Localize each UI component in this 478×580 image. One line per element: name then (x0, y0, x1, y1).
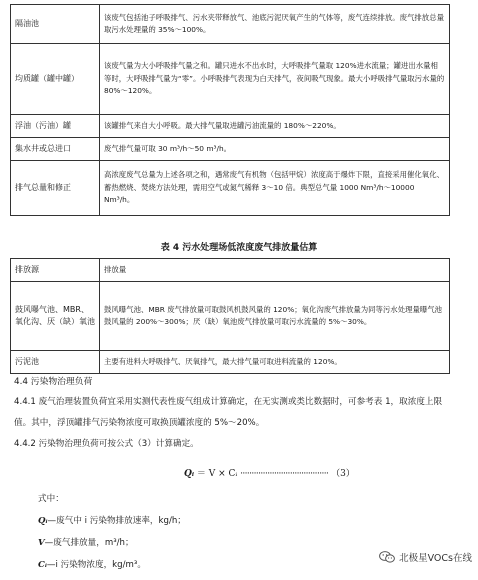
source-cell: 排气总量和修正 (11, 161, 100, 216)
watermark (379, 550, 472, 564)
definition-q (38, 514, 186, 526)
formula-lhs: Qᵢ (184, 469, 194, 479)
amount-cell: 主要有进料大呼吸排气、厌氧排气，最大排气量可取进料流量的 120%。 (100, 351, 450, 374)
definition-text: —废气排放量，m³/h； (44, 538, 134, 548)
table-row (11, 351, 450, 374)
source-cell: 鼓风曝气池、MBR、氧化沟、厌（缺）氧池 (11, 282, 100, 351)
amount-cell: 该罐排气来自大小呼吸。最大排气量取进罐污油流量的 180%～220%。 (100, 115, 450, 138)
table-row (11, 282, 450, 351)
definition-c (38, 558, 146, 570)
formula-3 (184, 466, 355, 479)
definition-var: Qᵢ (38, 516, 48, 526)
amount-cell: 该废气包括池子呼吸排气、污水夹带释放气、池底污泥厌氧产生的气体等，废气连续排放。废气排放总量取污水处理量的 35%～100%。 (100, 5, 450, 44)
definition-var: V (38, 538, 45, 548)
source-cell: 污泥池 (11, 351, 100, 374)
table-row (11, 161, 450, 216)
source-cell: 均质罐（罐中罐） (11, 44, 100, 115)
formula-number: （3） (331, 469, 355, 479)
watermark-text: 北极星VOCs在线 (399, 553, 472, 564)
column-header-amount: 排放量 (100, 259, 450, 282)
wechat-icon (379, 551, 395, 563)
paragraph-4-4-1: 4.4.1 废气治理装置负荷宜采用实测代表性废气组成计算确定，在无实测或类比数据时，可参考表 1，取浓度上限值。其中，浮顶罐排气污染物浓度可取换顶罐浓度的 5%～20%。 (14, 397, 443, 428)
definition-text: —i 污染物浓度，kg/m³。 (46, 560, 146, 570)
source-cell: 集水井或总进口 (11, 138, 100, 161)
amount-cell: 高浓度废气总量为上述各项之和，遇常废气有机物（包括甲烷）浓度高于爆炸下限，直接采用催化氧化、蓄热燃烧、焚烧方法处理，需用空气或氮气稀释 3～10 倍。典型总气量 1000 Nm³/h～10000 Nm³/h。 (100, 161, 450, 216)
table-row (11, 44, 450, 115)
source-cell: 浮油（污油）罐 (11, 115, 100, 138)
high-concentration-table (10, 4, 450, 216)
paragraph-4-4-2: 4.4.2 污染物治理负荷可按公式（3）计算确定。 (14, 439, 199, 449)
where-label: 式中： (38, 494, 64, 504)
definition-var: Cᵢ (38, 560, 47, 570)
amount-cell: 废气排气量可取 30 m³/h～50 m³/h。 (100, 138, 450, 161)
section-heading: 4.4 污染物治理负荷 (14, 377, 93, 387)
table-row (11, 138, 450, 161)
table-header-row (11, 259, 450, 282)
low-concentration-table (10, 258, 450, 374)
definition-v (38, 536, 134, 548)
formula-rhs: ＝ V × Cᵢ (196, 469, 238, 479)
column-header-source: 排放源 (11, 259, 100, 282)
amount-cell: 鼓风曝气池、MBR 废气排放量可取鼓风机鼓风量的 120%；氧化沟废气排放量为同等污水处理量曝气池鼓风量的 200%～300%；厌（缺）氧池废气排放量可取污水流量的 5%～30%。 (100, 282, 450, 351)
table-row (11, 115, 450, 138)
table-caption: 表 4 污水处理场低浓度废气排放量估算 (160, 243, 318, 253)
amount-cell: 该废气量为大小呼吸排气量之和。罐只进水不出水时，大呼吸排气量取 120%进水流量；罐进出水量相等时，大呼吸排气量为“零”。小呼吸排气表现为白天排气，夜间吸气现象。最大小呼吸排气量取污水量的 80%～120%。 (100, 44, 450, 115)
source-cell: 隔油池 (11, 5, 100, 44)
definition-text: —废气中 i 污染物排放速率，kg/h； (47, 516, 186, 526)
formula-dots: ······································· (240, 469, 329, 479)
table-row (11, 5, 450, 44)
